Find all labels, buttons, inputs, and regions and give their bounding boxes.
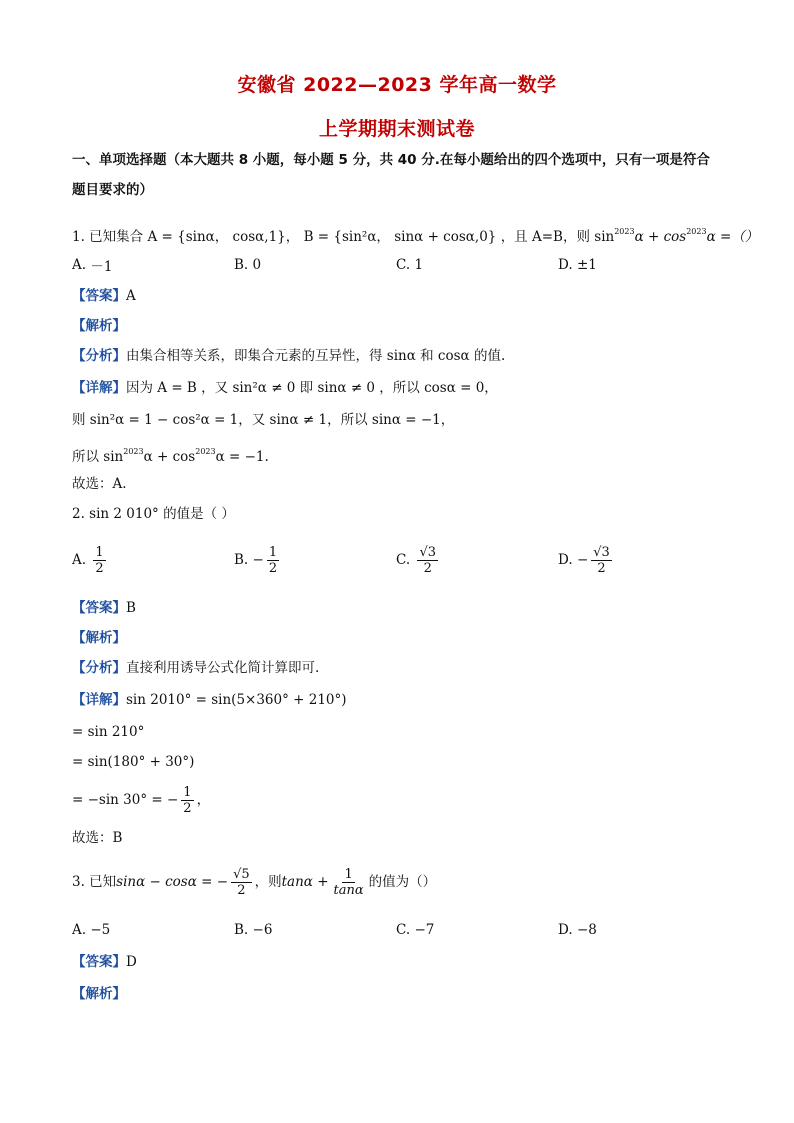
question-1-choices: [72, 245, 732, 285]
q1-conclusion: 故选：A.: [72, 476, 127, 492]
q3-answer: 【答案】D: [72, 954, 137, 970]
q2-step2: = sin 210°: [72, 724, 145, 740]
section-heading-line1: 一、单项选择题（本大题共 8 小题，每小题 5 分，共 40 分.在每小题给出的四个选项中，只有一项是符合: [72, 152, 710, 168]
q2-step4: = −sin 30° = − $\frac{1}{2}$ ，: [72, 784, 211, 816]
q1-prefix: 1. 已知集合: [72, 229, 144, 245]
q1-expression: $\sin^{2023}\alpha + \cos^{2023}\alpha$ =（）: [594, 227, 759, 245]
section-heading-line2: 题目要求的）: [72, 182, 153, 198]
q2-step3: = sin(180° + 30°): [72, 754, 195, 770]
q3-choice-d[interactable]: D. −8: [558, 922, 597, 938]
q1-step2: 则 sin²α = 1 − cos²α = 1，又 sinα ≠ 1，所以 sinα = −1，: [72, 412, 455, 428]
q3-choice-c[interactable]: C. −7: [396, 922, 435, 938]
q2-fenxi: 【分析】直接利用诱导公式化简计算即可.: [72, 660, 320, 676]
q1-condition: ，且 A=B，则: [500, 229, 590, 245]
q1-fenxi: 【分析】由集合相等关系，即集合元素的互异性，得 sinα 和 cosα 的值.: [72, 348, 506, 364]
q2-choice-b[interactable]: B. − $\frac{1}{2}$: [234, 544, 278, 576]
q2-conclusion: 故选：B: [72, 830, 123, 846]
q2-choice-c[interactable]: C. $\frac{√3}{2}$: [396, 544, 436, 576]
q3-analysis-tag: 【解析】: [72, 986, 126, 1002]
q1-sep: ，: [285, 229, 300, 245]
q1-step3: 所以 $\sin^{2023}\alpha + \cos^{2023}\alpha = -1$.: [72, 447, 269, 465]
q1-set-a: A = {sinα， cosα,1}: [147, 229, 286, 245]
q3-choice-a[interactable]: A. −5: [72, 922, 111, 938]
doc-title-line1: 安徽省 2022—2023 学年高一数学: [237, 74, 557, 96]
q2-choice-a[interactable]: A. $\frac{1}{2}$: [72, 544, 104, 576]
question-3-choices: [72, 910, 732, 950]
question-3-stem: 3. 已知 sinα − cosα = − $\frac{√5}{2}$ ，则 tanα + $\frac{1}{\tan\alpha}$ 的值为（）: [72, 866, 437, 898]
q2-answer: 【答案】B: [72, 600, 136, 616]
q1-xiangjie: 【详解】因为 A = B ，又 sin²α ≠ 0 即 sinα ≠ 0 ，所以 cosα = 0，: [72, 380, 498, 396]
q1-answer: 【答案】A: [72, 288, 136, 304]
q2-xiangjie: 【详解】sin 2010° = sin(5×360° + 210°): [72, 692, 347, 708]
q1-choice-a[interactable]: A. －1: [72, 257, 113, 275]
q1-choice-c[interactable]: C. 1: [396, 257, 424, 273]
question-2-choices: [72, 540, 732, 580]
question-1-stem: [72, 222, 759, 247]
question-2-stem: 2. sin 2 010° 的值是（ ）: [72, 506, 235, 522]
q3-choice-b[interactable]: B. −6: [234, 922, 273, 938]
doc-title-line2: 上学期期末测试卷: [318, 118, 475, 140]
q1-analysis-tag: 【解析】: [72, 318, 126, 334]
q1-choice-d[interactable]: D. ±1: [558, 257, 597, 273]
q1-choice-b[interactable]: B. 0: [234, 257, 262, 273]
q1-set-b: B = {sin²α， sinα + cosα,0}: [303, 229, 497, 245]
q2-choice-d[interactable]: D. − $\frac{√3}{2}$: [558, 544, 610, 576]
q2-analysis-tag: 【解析】: [72, 630, 126, 646]
